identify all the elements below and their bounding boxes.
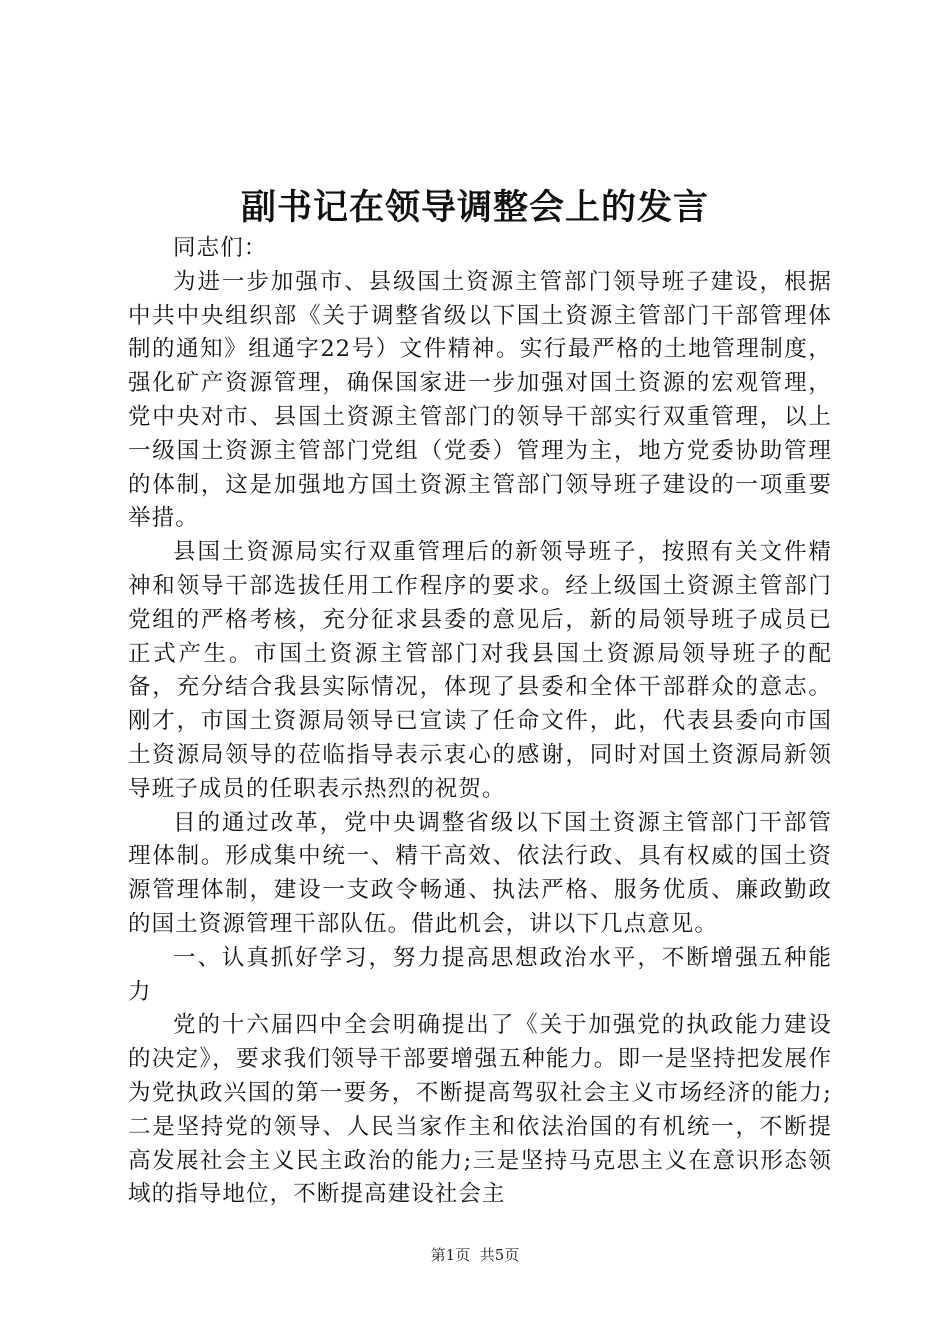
- paragraph: 为进一步加强市、县级国土资源主管部门领导班子建设，根据中共中央组织部《关于调整省级以下国土资源主管部门干部管理体制的通知》组通字22号）文件精神。实行最严格的土地管理制度，强化矿产资源管理，确保国家进一步加强对国土资源的宏观管理，党中央对市、县国土资源主管部门的领导干部实行双重管理，以上一级国土资源主管部门党组（党委）管理为主，地方党委协助管理的体制，这是加强地方国土资源主管部门领导班子建设的一项重要举措。: [128, 268, 832, 532]
- document-title: 副书记在领导调整会上的发言: [240, 187, 709, 228]
- salutation: 同志们：: [173, 235, 268, 261]
- page-footer: [0, 1244, 950, 1266]
- section-heading: 一、认真抓好学习，努力提高思想政治水平，不断增强五种能力: [128, 944, 832, 1005]
- paragraph: 党的十六届四中全会明确提出了《关于加强党的执政能力建设的决定》，要求我们领导干部要增强五种能力。即一是坚持把发展作为党执政兴国的第一要务，不断提高驾驭社会主义市场经济的能力;二是坚持党的领导、人民当家作主和依法治国的有机统一，不断提高发展社会主义民主政治的能力;三是坚持马克思主义在意识形态领域的指导地位，不断提高建设社会主: [128, 1012, 832, 1208]
- paragraph: 县国土资源局实行双重管理后的新领导班子，按照有关文件精神和领导干部选拔任用工作程序的要求。经上级国土资源主管部门党组的严格考核，充分征求县委的意见后，新的局领导班子成员已正式产生。市国土资源主管部门对我县国土资源局领导班子的配备，充分结合我县实际情况，体现了县委和全体干部群众的意志。刚才，市国土资源局领导已宣读了任命文件，此，代表县委向市国土资源局领导的莅临指导表示衷心的感谢，同时对国土资源局新领导班子成员的任职表示热烈的祝贺。: [128, 539, 832, 802]
- paragraph: 目的通过改革，党中央调整省级以下国土资源主管部门干部管理体制。形成集中统一、精干高效、依法行政、具有权威的国土资源管理体制，建设一支政令畅通、执法严格、服务优质、廉政勤政的国土资源管理干部队伍。借此机会，讲以下几点意见。: [128, 809, 832, 937]
- page-total: 共5页: [479, 1246, 520, 1264]
- page-number: 第1页: [430, 1246, 471, 1264]
- document-body: [128, 232, 832, 1212]
